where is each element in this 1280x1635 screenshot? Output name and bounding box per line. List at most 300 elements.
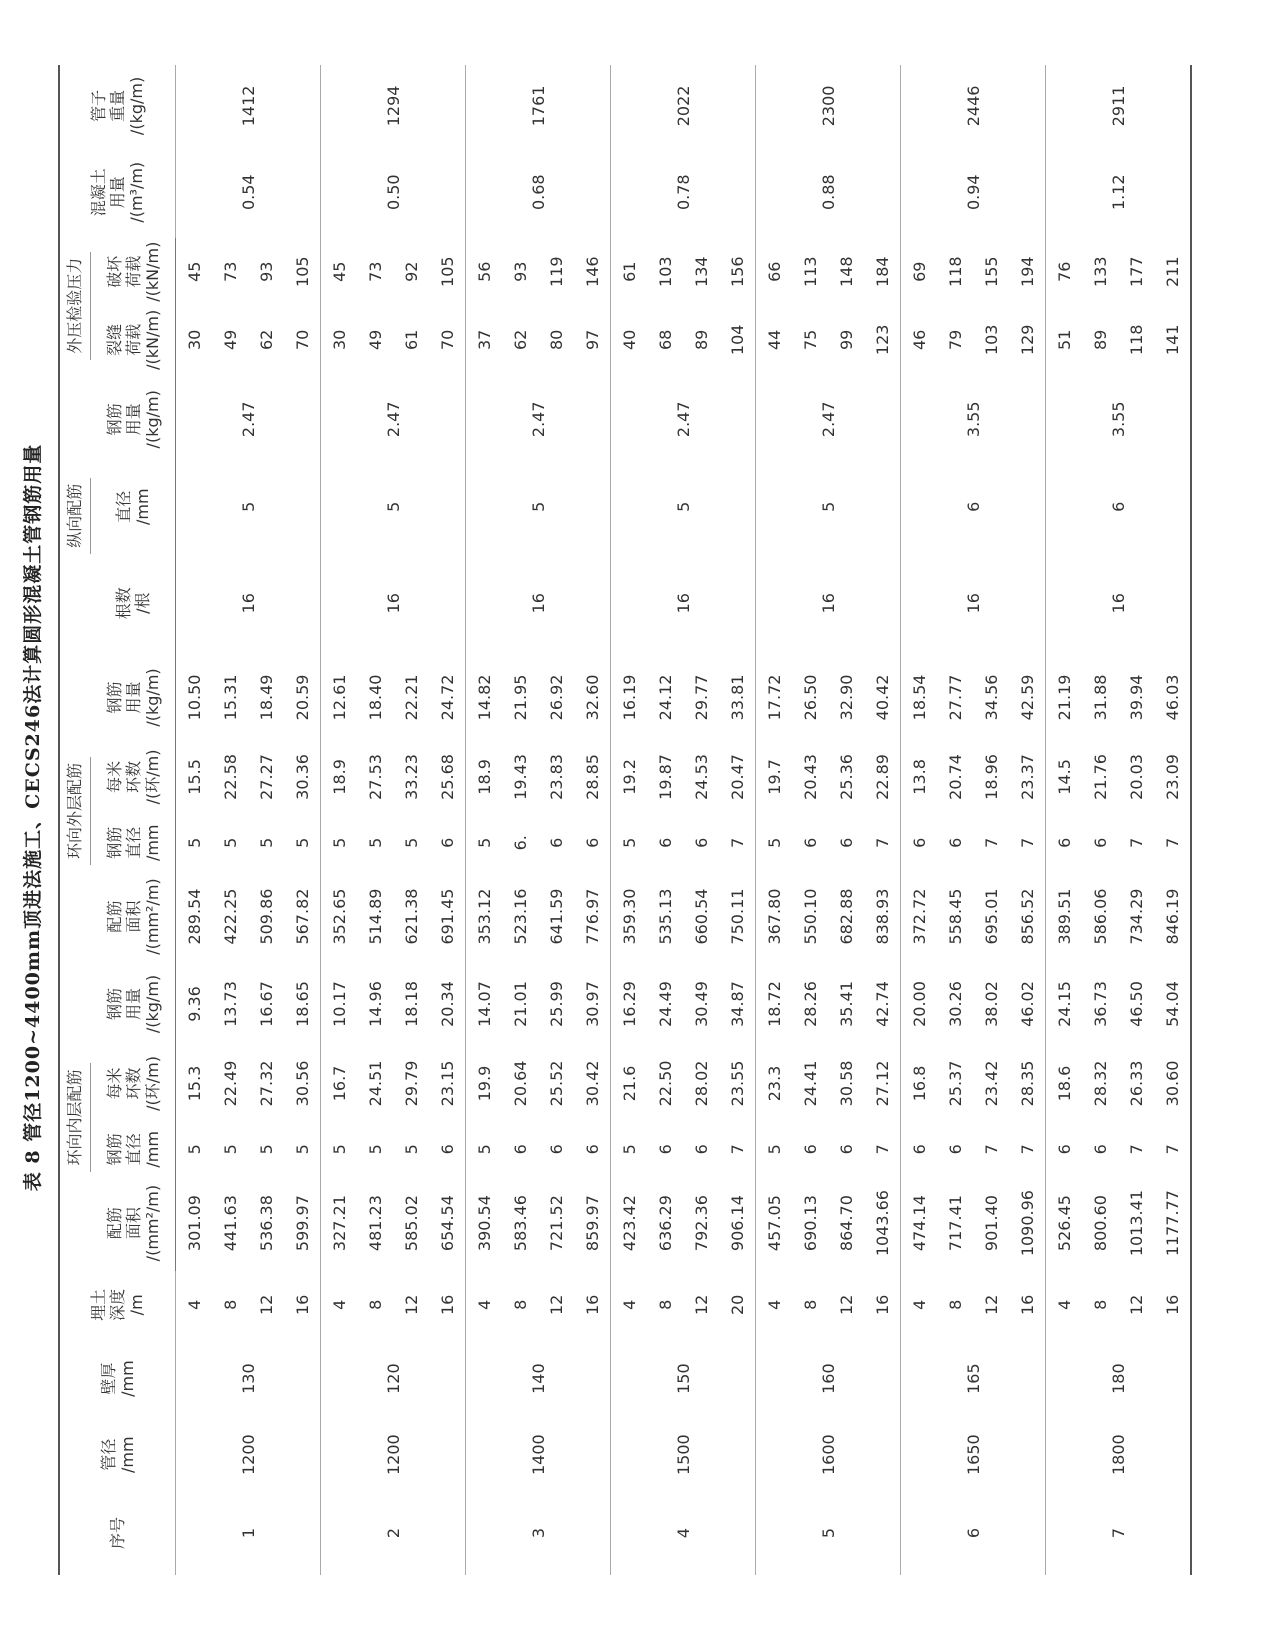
cell-outer-dia: 5 — [401, 837, 421, 848]
cell-inner-steel: 24.49 — [655, 981, 675, 1027]
cell-outer-steel: 17.72 — [764, 674, 784, 721]
header-pressure-group — [59, 238, 91, 374]
cell-concrete: 0.54 — [238, 174, 258, 211]
cell-depth: 16 — [582, 1294, 602, 1315]
cell-depth: 8 — [800, 1299, 820, 1310]
header-rebar-dia-outer: 钢筋 直径 /mm — [91, 817, 176, 869]
cell-outer-area: 558.45 — [945, 888, 965, 945]
header-depth: 埋土 深度 /m — [89, 1288, 146, 1321]
cell-outer-rings: 25.68 — [437, 754, 457, 800]
cell-break-load: 61 — [619, 261, 639, 282]
cell-seq: 6 — [963, 1527, 983, 1539]
cell-wall: 130 — [238, 1363, 258, 1394]
cell-long-steel: 2.47 — [818, 401, 838, 438]
cell-outer-area: 621.38 — [401, 888, 421, 945]
cell-long-count: 16 — [528, 593, 548, 614]
cell-inner-area: 583.46 — [510, 1195, 530, 1252]
cell-concrete: 0.88 — [818, 174, 838, 211]
cell-outer-steel: 26.50 — [800, 674, 820, 721]
cell-outer-dia: 6 — [691, 837, 711, 848]
cell-inner-steel: 36.73 — [1090, 981, 1110, 1027]
cell-inner-area: 536.38 — [256, 1195, 276, 1252]
cell-inner-rings: 30.42 — [582, 1060, 602, 1107]
cell-outer-dia: 7 — [872, 837, 892, 848]
cell-outer-area: 750.11 — [727, 888, 747, 945]
cell-crack-load: 30 — [184, 329, 204, 350]
cell-inner-rings: 29.79 — [401, 1060, 421, 1107]
cell-long-count: 16 — [673, 593, 693, 614]
cell-depth: 8 — [365, 1299, 385, 1310]
cell-inner-rings: 27.12 — [872, 1060, 892, 1107]
cell-inner-area: 721.52 — [546, 1195, 566, 1252]
cell-outer-rings: 18.96 — [981, 754, 1001, 800]
cell-outer-area: 567.82 — [292, 888, 312, 945]
cell-break-load: 93 — [510, 261, 530, 282]
cell-inner-steel: 34.87 — [727, 981, 747, 1027]
cell-outer-rings: 18.9 — [329, 759, 349, 795]
cell-crack-load: 68 — [655, 329, 675, 350]
cell-outer-rings: 13.8 — [909, 759, 929, 795]
cell-inner-dia: 5 — [474, 1144, 494, 1155]
cell-inner-rings: 16.8 — [909, 1065, 929, 1102]
cell-inner-area: 1090.96 — [1017, 1190, 1037, 1257]
cell-outer-area: 856.52 — [1017, 888, 1037, 945]
cell-crack-load: 97 — [582, 329, 602, 350]
cell-pipe-dia: 1600 — [818, 1434, 838, 1476]
cell-crack-load: 129 — [1017, 324, 1037, 356]
cell-depth: 4 — [184, 1299, 204, 1310]
cell-outer-area: 535.13 — [655, 888, 675, 945]
cell-inner-steel: 42.74 — [872, 981, 892, 1027]
cell-long-dia: 5 — [238, 501, 258, 512]
cell-inner-dia: 7 — [727, 1144, 747, 1155]
cell-outer-steel: 46.03 — [1162, 674, 1182, 721]
cell-break-load: 103 — [655, 256, 675, 287]
cell-outer-dia: 5 — [184, 837, 204, 848]
cell-seq: 1 — [238, 1527, 258, 1539]
cell-outer-area: 776.97 — [582, 888, 602, 945]
cell-long-steel: 3.55 — [963, 401, 983, 438]
cell-inner-area: 906.14 — [727, 1195, 747, 1252]
cell-outer-rings: 24.53 — [691, 754, 711, 800]
cell-inner-steel: 14.07 — [474, 981, 494, 1027]
cell-inner-dia: 5 — [256, 1144, 276, 1155]
cell-outer-rings: 23.37 — [1017, 754, 1037, 800]
cell-outer-steel: 33.81 — [727, 674, 747, 721]
cell-inner-steel: 25.99 — [546, 981, 566, 1027]
cell-inner-area: 1043.66 — [872, 1190, 892, 1257]
header-area-outer: 配筋 面积 /(mm²/m) — [91, 869, 176, 964]
cell-inner-rings: 28.35 — [1017, 1060, 1037, 1107]
cell-long-count: 16 — [238, 593, 258, 614]
cell-outer-area: 289.54 — [184, 888, 204, 945]
cell-crack-load: 40 — [619, 329, 639, 350]
cell-long-steel: 2.47 — [528, 401, 548, 438]
cell-inner-dia: 6 — [546, 1144, 566, 1155]
cell-crack-load: 104 — [727, 324, 747, 356]
cell-crack-load: 51 — [1054, 329, 1074, 350]
cell-outer-dia: 6 — [1090, 837, 1110, 848]
header-rebar-dia: 钢筋 直径 /mm — [91, 1123, 176, 1175]
cell-inner-dia: 5 — [292, 1144, 312, 1155]
cell-crack-load: 80 — [546, 329, 566, 350]
header-break: 破坏 荷载 /(kN/m) — [91, 238, 176, 306]
cell-inner-area: 690.13 — [800, 1195, 820, 1252]
cell-inner-dia: 6 — [1090, 1144, 1110, 1155]
cell-outer-dia: 5 — [256, 837, 276, 848]
cell-concrete: 0.78 — [673, 174, 693, 211]
cell-outer-area: 846.19 — [1162, 888, 1182, 945]
cell-crack-load: 75 — [800, 329, 820, 350]
cell-break-load: 69 — [909, 261, 929, 282]
cell-inner-area: 457.05 — [764, 1195, 784, 1252]
cell-inner-steel: 35.41 — [836, 981, 856, 1027]
header-long-group — [59, 374, 91, 658]
cell-inner-rings: 19.9 — [474, 1065, 494, 1102]
cell-outer-area: 660.54 — [691, 888, 711, 945]
cell-crack-load: 62 — [256, 329, 276, 350]
cell-weight: 2911 — [1108, 85, 1128, 127]
cell-outer-steel: 39.94 — [1126, 674, 1146, 721]
cell-inner-area: 717.41 — [945, 1195, 965, 1252]
cell-outer-rings: 19.87 — [655, 754, 675, 800]
cell-outer-steel: 27.77 — [945, 674, 965, 721]
header-pressure-group-label: 外压检验压力 — [60, 252, 91, 360]
cell-break-load: 119 — [546, 256, 566, 287]
cell-inner-dia: 6 — [582, 1144, 602, 1155]
cell-inner-area: 441.63 — [220, 1195, 240, 1252]
cell-outer-rings: 23.83 — [546, 754, 566, 800]
cell-inner-dia: 6 — [510, 1144, 530, 1155]
cell-break-load: 146 — [582, 256, 602, 287]
cell-inner-area: 481.23 — [365, 1195, 385, 1252]
cell-pipe-dia: 1200 — [238, 1434, 258, 1476]
cell-crack-load: 46 — [909, 329, 929, 350]
cell-wall: 180 — [1108, 1363, 1128, 1394]
cell-break-load: 134 — [691, 256, 711, 287]
cell-outer-dia: 6 — [836, 837, 856, 848]
cell-pipe-dia: 1500 — [673, 1434, 693, 1476]
cell-outer-dia: 6 — [582, 837, 602, 848]
cell-outer-steel: 10.50 — [184, 674, 204, 721]
cell-inner-area: 585.02 — [401, 1195, 421, 1252]
cell-depth: 12 — [546, 1294, 566, 1315]
cell-break-load: 66 — [764, 261, 784, 282]
cell-seq: 2 — [383, 1527, 403, 1539]
cell-inner-rings: 16.7 — [329, 1065, 349, 1102]
cell-outer-dia: 5 — [474, 837, 494, 848]
cell-depth: 12 — [836, 1294, 856, 1315]
cell-outer-steel: 18.49 — [256, 674, 276, 721]
cell-weight: 2022 — [673, 85, 693, 127]
cell-inner-dia: 6 — [655, 1144, 675, 1155]
cell-outer-area: 353.12 — [474, 888, 494, 945]
cell-inner-dia: 6 — [836, 1144, 856, 1155]
table-group — [466, 65, 611, 1575]
header-weight: 管子 重量 /(kg/m) — [89, 76, 146, 136]
cell-outer-steel: 21.19 — [1054, 674, 1074, 721]
cell-outer-dia: 6 — [546, 837, 566, 848]
cell-break-load: 184 — [872, 256, 892, 287]
cell-inner-steel: 24.15 — [1054, 981, 1074, 1027]
cell-depth: 4 — [619, 1299, 639, 1310]
cell-inner-area: 792.36 — [691, 1195, 711, 1252]
cell-inner-area: 474.14 — [909, 1195, 929, 1252]
cell-inner-rings: 30.58 — [836, 1060, 856, 1107]
cell-outer-dia: 7 — [1126, 837, 1146, 848]
cell-outer-steel: 16.19 — [619, 674, 639, 721]
cell-depth: 16 — [437, 1294, 457, 1315]
table-row — [466, 65, 503, 1575]
cell-outer-rings: 23.09 — [1162, 754, 1182, 800]
cell-inner-rings: 15.3 — [184, 1065, 204, 1102]
cell-outer-steel: 12.61 — [329, 674, 349, 721]
cell-outer-area: 523.16 — [510, 888, 530, 945]
cell-outer-area: 550.10 — [800, 888, 820, 945]
cell-depth: 16 — [292, 1294, 312, 1315]
cell-long-count: 16 — [818, 593, 838, 614]
cell-inner-steel: 16.29 — [619, 981, 639, 1027]
cell-outer-steel: 42.59 — [1017, 674, 1037, 721]
cell-inner-rings: 30.56 — [292, 1060, 312, 1107]
cell-long-dia: 5 — [818, 501, 838, 512]
header-count: 根数 /根 — [91, 549, 176, 658]
cell-outer-rings: 19.2 — [619, 759, 639, 795]
cell-outer-area: 359.30 — [619, 888, 639, 945]
cell-outer-dia: 6 — [945, 837, 965, 848]
cell-pipe-dia: 1400 — [528, 1434, 548, 1476]
cell-inner-steel: 46.50 — [1126, 981, 1146, 1027]
cell-long-count: 16 — [383, 593, 403, 614]
cell-crack-load: 70 — [437, 329, 457, 350]
cell-break-load: 155 — [981, 256, 1001, 287]
cell-crack-load: 118 — [1126, 324, 1146, 356]
cell-inner-rings: 23.15 — [437, 1060, 457, 1107]
cell-outer-rings: 25.36 — [836, 754, 856, 800]
cell-inner-steel: 38.02 — [981, 981, 1001, 1027]
cell-depth: 4 — [909, 1299, 929, 1310]
cell-inner-rings: 22.49 — [220, 1060, 240, 1107]
cell-crack-load: 103 — [981, 324, 1001, 356]
cell-outer-rings: 27.27 — [256, 754, 276, 800]
cell-long-steel: 2.47 — [238, 401, 258, 438]
cell-break-load: 56 — [474, 261, 494, 282]
cell-outer-area: 367.80 — [764, 888, 784, 945]
cell-outer-dia: 7 — [1017, 837, 1037, 848]
cell-inner-area: 636.29 — [655, 1195, 675, 1252]
cell-inner-steel: 16.67 — [256, 981, 276, 1027]
header-wall: 壁厚 /mm — [98, 1360, 137, 1397]
cell-inner-area: 1177.77 — [1162, 1190, 1182, 1257]
cell-depth: 12 — [401, 1294, 421, 1315]
table-group — [611, 65, 756, 1575]
cell-wall: 140 — [528, 1363, 548, 1394]
table-row — [321, 65, 358, 1575]
cell-inner-rings: 21.6 — [619, 1065, 639, 1102]
header-steel-outer: 钢筋 用量 /(kg/m) — [91, 658, 176, 737]
cell-outer-steel: 34.56 — [981, 674, 1001, 721]
cell-inner-steel: 20.00 — [909, 981, 929, 1027]
cell-break-load: 133 — [1090, 256, 1110, 287]
cell-inner-steel: 13.73 — [220, 981, 240, 1027]
cell-outer-steel: 32.60 — [582, 674, 602, 721]
cell-outer-dia: 6 — [1054, 837, 1074, 848]
cell-outer-dia: 5 — [220, 837, 240, 848]
cell-break-load: 73 — [220, 261, 240, 282]
cell-depth: 16 — [872, 1294, 892, 1315]
cell-break-load: 177 — [1126, 256, 1146, 287]
cell-crack-load: 49 — [220, 329, 240, 350]
cell-pipe-dia: 1800 — [1108, 1434, 1128, 1476]
cell-outer-area: 695.01 — [981, 888, 1001, 945]
cell-outer-area: 372.72 — [909, 888, 929, 945]
cell-outer-steel: 24.72 — [437, 674, 457, 721]
cell-long-dia: 5 — [673, 501, 693, 512]
table-group — [1046, 65, 1192, 1575]
cell-break-load: 73 — [365, 261, 385, 282]
cell-outer-dia: 6 — [909, 837, 929, 848]
cell-inner-rings: 18.6 — [1054, 1065, 1074, 1102]
header-concrete: 混凝土 用量 /(m³/m) — [89, 161, 146, 223]
cell-inner-rings: 27.32 — [256, 1060, 276, 1107]
table-group — [176, 65, 321, 1575]
cell-break-load: 148 — [836, 256, 856, 287]
cell-outer-dia: 5 — [619, 837, 639, 848]
cell-weight: 2300 — [818, 85, 838, 127]
cell-wall: 120 — [383, 1363, 403, 1394]
cell-break-load: 93 — [256, 261, 276, 282]
cell-outer-rings: 20.74 — [945, 754, 965, 800]
cell-concrete: 0.94 — [963, 174, 983, 211]
cell-outer-dia: 7 — [1162, 837, 1182, 848]
cell-inner-steel: 30.49 — [691, 981, 711, 1027]
cell-break-load: 118 — [945, 256, 965, 287]
cell-crack-load: 37 — [474, 329, 494, 350]
cell-depth: 12 — [1126, 1294, 1146, 1315]
cell-concrete: 0.68 — [528, 174, 548, 211]
cell-inner-dia: 7 — [872, 1144, 892, 1155]
cell-inner-dia: 6 — [800, 1144, 820, 1155]
cell-inner-dia: 6 — [437, 1144, 457, 1155]
cell-inner-rings: 25.52 — [546, 1060, 566, 1107]
cell-inner-area: 901.40 — [981, 1195, 1001, 1252]
cell-break-load: 92 — [401, 261, 421, 282]
cell-inner-steel: 18.65 — [292, 981, 312, 1027]
cell-long-dia: 6 — [1108, 501, 1128, 512]
cell-outer-area: 691.45 — [437, 888, 457, 945]
cell-inner-steel: 46.02 — [1017, 981, 1037, 1027]
table-group — [756, 65, 901, 1575]
cell-outer-steel: 22.21 — [401, 674, 421, 721]
cell-crack-load: 44 — [764, 329, 784, 350]
header-crack: 裂缝 荷载 /(kN/m) — [91, 306, 176, 374]
cell-inner-area: 423.42 — [619, 1195, 639, 1252]
cell-crack-load: 141 — [1162, 324, 1182, 356]
cell-outer-dia: 7 — [981, 837, 1001, 848]
cell-outer-area: 514.89 — [365, 888, 385, 945]
cell-break-load: 156 — [727, 256, 747, 287]
cell-inner-steel: 28.26 — [800, 981, 820, 1027]
cell-outer-dia: 6. — [510, 835, 530, 851]
cell-inner-steel: 30.26 — [945, 981, 965, 1027]
cell-outer-rings: 18.9 — [474, 759, 494, 795]
cell-outer-area: 682.88 — [836, 888, 856, 945]
cell-seq: 5 — [818, 1527, 838, 1539]
header-steel: 钢筋 用量 /(kg/m) — [91, 964, 176, 1043]
cell-outer-rings: 15.5 — [184, 759, 204, 795]
cell-crack-load: 79 — [945, 329, 965, 350]
header-outer-group-label: 环向外层配筋 — [60, 757, 91, 865]
cell-outer-area: 352.65 — [329, 888, 349, 945]
cell-crack-load: 89 — [1090, 329, 1110, 350]
cell-seq: 7 — [1108, 1527, 1128, 1539]
cell-pipe-dia: 1650 — [963, 1434, 983, 1476]
cell-long-steel: 2.47 — [673, 401, 693, 438]
cell-inner-rings: 28.02 — [691, 1060, 711, 1107]
cell-crack-load: 89 — [691, 329, 711, 350]
cell-inner-rings: 23.3 — [764, 1065, 784, 1102]
table-group — [321, 65, 466, 1575]
cell-depth: 4 — [474, 1299, 494, 1310]
cell-depth: 12 — [981, 1294, 1001, 1315]
cell-inner-rings: 24.41 — [800, 1060, 820, 1107]
cell-inner-dia: 7 — [1017, 1144, 1037, 1155]
cell-outer-dia: 7 — [727, 837, 747, 848]
cell-long-dia: 5 — [383, 501, 403, 512]
table-header — [59, 65, 176, 1575]
header-rings-outer: 每米 环数 /(环/m) — [91, 737, 176, 816]
cell-concrete: 0.50 — [383, 174, 403, 211]
cell-inner-area: 327.21 — [329, 1195, 349, 1252]
cell-inner-steel: 10.17 — [329, 981, 349, 1027]
cell-outer-area: 641.59 — [546, 888, 566, 945]
table-row — [176, 65, 213, 1575]
cell-outer-steel: 20.59 — [292, 674, 312, 721]
cell-break-load: 105 — [437, 256, 457, 287]
cell-outer-steel: 15.31 — [220, 674, 240, 721]
cell-crack-load: 99 — [836, 329, 856, 350]
cell-outer-dia: 5 — [764, 837, 784, 848]
cell-break-load: 113 — [800, 256, 820, 287]
cell-inner-steel: 18.18 — [401, 981, 421, 1027]
cell-depth: 8 — [655, 1299, 675, 1310]
cell-inner-dia: 6 — [1054, 1144, 1074, 1155]
cell-inner-steel: 54.04 — [1162, 981, 1182, 1027]
cell-outer-rings: 19.43 — [510, 754, 530, 800]
cell-break-load: 45 — [329, 261, 349, 282]
cell-break-load: 76 — [1054, 261, 1074, 282]
cell-inner-rings: 25.37 — [945, 1060, 965, 1107]
cell-depth: 8 — [510, 1299, 530, 1310]
cell-long-dia: 6 — [963, 501, 983, 512]
cell-outer-rings: 28.85 — [582, 754, 602, 800]
cell-outer-steel: 26.92 — [546, 674, 566, 721]
cell-inner-dia: 5 — [401, 1144, 421, 1155]
header-inner-group — [59, 964, 91, 1271]
cell-depth: 4 — [1054, 1299, 1074, 1310]
cell-depth: 8 — [220, 1299, 240, 1310]
table-caption: 表 8 管径1200~4400mm顶进法施工、CECS246法计算圆形混凝土管钢筋用量 — [22, 443, 44, 1192]
cell-depth: 12 — [256, 1294, 276, 1315]
cell-outer-dia: 6 — [655, 837, 675, 848]
cell-outer-dia: 5 — [365, 837, 385, 848]
header-long-group-label: 纵向配筋 — [60, 478, 91, 554]
cell-inner-steel: 20.34 — [437, 981, 457, 1027]
cell-inner-area: 390.54 — [474, 1195, 494, 1252]
cell-weight: 1761 — [528, 85, 548, 127]
table-row — [756, 65, 793, 1575]
cell-break-load: 194 — [1017, 256, 1037, 287]
